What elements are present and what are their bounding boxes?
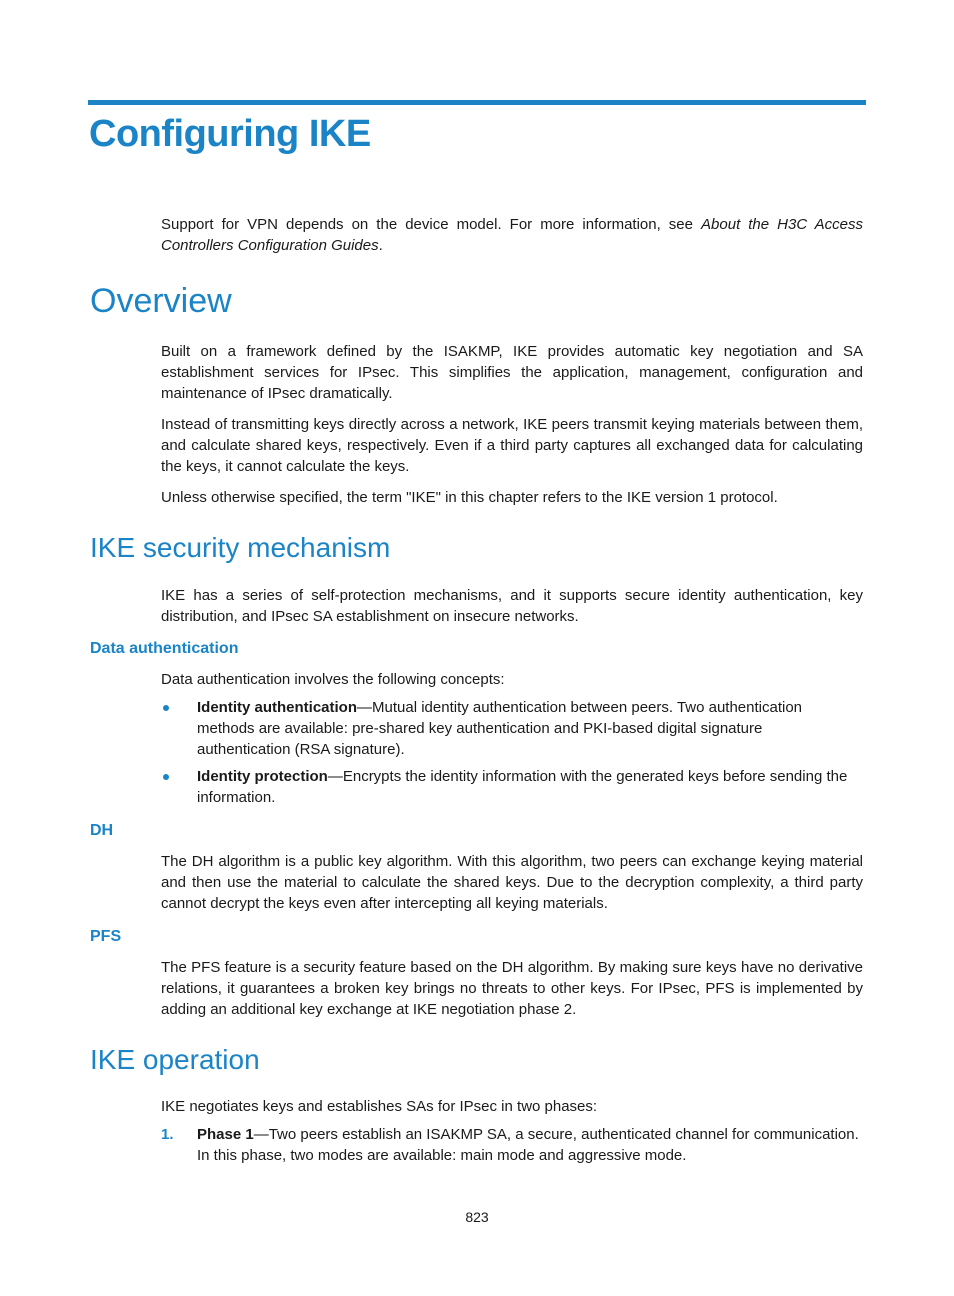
- item-term: Identity authentication: [197, 699, 358, 716]
- list-item: [161, 697, 821, 760]
- bullet-icon: [163, 705, 169, 711]
- overview-heading: Overview: [90, 282, 232, 320]
- item-text: —Mutual identity authentication between peers. Two authentication methods are available: pre-shared key authentication and PKI-based digital signature authentication (RSA signature).: [197, 699, 803, 758]
- operation-heading: IKE operation: [90, 1044, 260, 1075]
- operation-paragraph: IKE negotiates keys and establishes SAs for IPsec in two phases:: [161, 1098, 598, 1115]
- item-term: Identity protection: [197, 768, 328, 785]
- data-auth-heading: Data authentication: [90, 640, 239, 657]
- list-item: [161, 766, 863, 808]
- overview-paragraph-3: Unless otherwise specified, the term "IKE" in this chapter refers to the IKE version 1 protocol.: [161, 489, 778, 506]
- pfs-heading: PFS: [90, 928, 122, 945]
- page-number: 823: [465, 1209, 489, 1225]
- dh-paragraph: The DH algorithm is a public key algorithm. With this algorithm, two peers can exchange keying material and then use the material to calculate the shared keys. Due to the decryption complexity, a third party cannot decrypt the keys even after intercepting all keying materials.: [161, 853, 863, 912]
- overview-paragraph-2: Instead of transmitting keys directly across a network, IKE peers transmit keying materials between them, and calculate shared keys, respectively. Even if a third party captures all exchanged data for calculating the keys, it cannot calculate the keys.: [161, 416, 863, 475]
- overview-paragraph-1: Built on a framework defined by the ISAKMP, IKE provides automatic key negotiation and SA establishment services for IPsec. This simplifies the application, management, configuration and maintenance of IPsec dramatically.: [161, 343, 863, 402]
- dh-heading: DH: [90, 822, 114, 839]
- intro-end: .: [378, 237, 383, 254]
- item-text: —Encrypts the identity information with the generated keys before sending the information.: [197, 768, 848, 806]
- item-term: Phase 1: [197, 1126, 254, 1143]
- list-item: [161, 1124, 873, 1166]
- step-number: 1.: [161, 1126, 174, 1143]
- item-text: —Two peers establish an ISAKMP SA, a secure, authenticated channel for communication. In this phase, two modes are available: main mode and aggressive mode.: [197, 1126, 859, 1164]
- intro-paragraph: [161, 214, 863, 256]
- pfs-paragraph: The PFS feature is a security feature based on the DH algorithm. By making sure keys have no derivative relations, it guarantees a broken key brings no threats to other keys. For IPsec, PFS is implemented by adding an additional key exchange at IKE negotiation phase 2.: [161, 959, 863, 1018]
- data-auth-paragraph: Data authentication involves the following concepts:: [161, 671, 505, 688]
- security-heading: IKE security mechanism: [90, 532, 391, 563]
- bullet-icon: [163, 774, 169, 780]
- chapter-title: Configuring IKE: [89, 113, 371, 155]
- chapter-rule: [88, 100, 866, 105]
- guide-reference: About the H3C Access Controllers Configuration Guides: [161, 216, 863, 254]
- security-paragraph: IKE has a series of self-protection mechanisms, and it supports secure identity authentication, key distribution, and IPsec SA establishment on insecure networks.: [161, 587, 863, 625]
- intro-text: Support for VPN depends on the device model. For more information, see: [161, 216, 702, 233]
